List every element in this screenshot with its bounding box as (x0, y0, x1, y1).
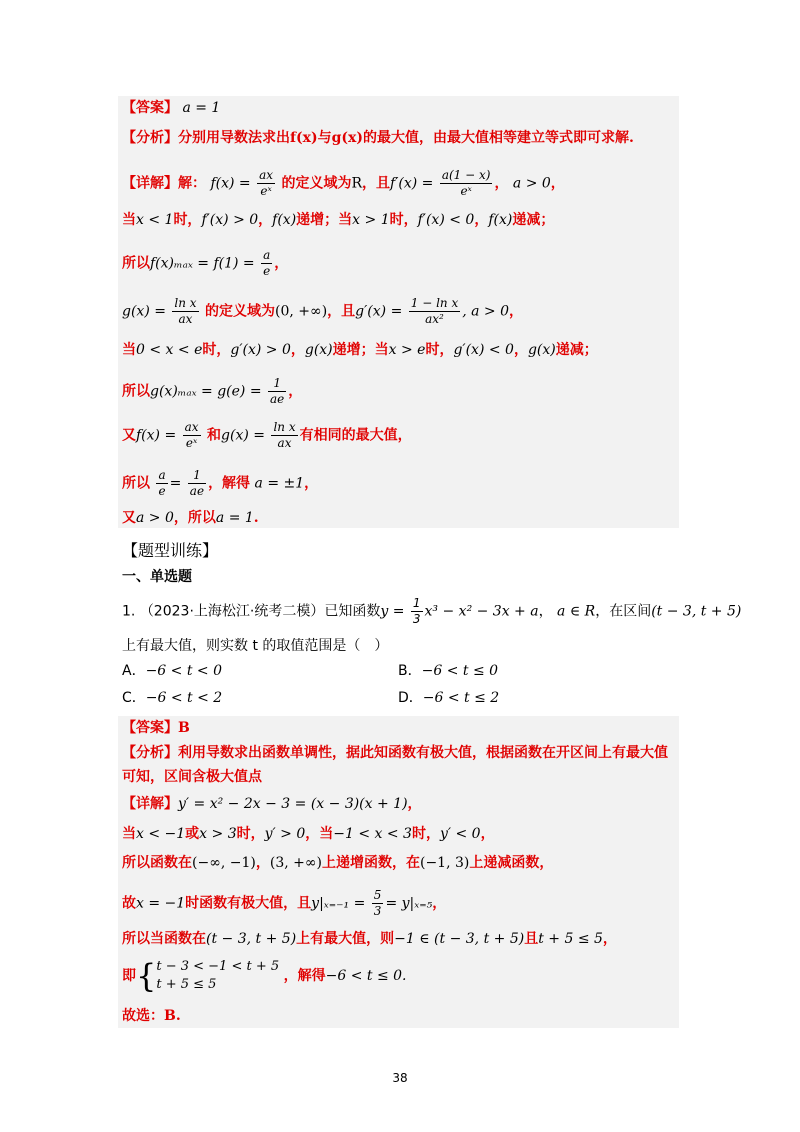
text: ，且 (327, 303, 356, 320)
detail-line-3 (122, 248, 288, 279)
math: y′ > 0 (264, 826, 306, 842)
option-label: C． (122, 690, 146, 706)
detail-label: 【详解】 (122, 796, 178, 812)
option-label: B． (398, 663, 422, 679)
frac-den: eˣ (460, 184, 472, 198)
subsection-title: 一、单选题 (122, 569, 192, 585)
fraction (440, 168, 493, 199)
text: ， (550, 175, 565, 192)
detail2-line-5 (122, 929, 617, 949)
detail-line-5 (122, 340, 598, 360)
question-text: 上有最大值，则实数 t 的取值范围是（ ） (122, 638, 389, 654)
text: ， (480, 826, 495, 842)
text: ， (290, 342, 305, 358)
frac-num: ax (184, 420, 199, 434)
math: −1 < x < 3 (333, 826, 412, 842)
text: ，且 (362, 175, 391, 192)
math: = y|ₓ₌₅ (385, 895, 433, 912)
math: (t − 3, t + 5) (206, 931, 297, 947)
math: x > e (388, 342, 426, 358)
math: y′ = x² − 2x − 3 = (x − 3)(x + 1) (178, 796, 408, 812)
text: ， (538, 603, 553, 620)
math: g(x) (527, 342, 556, 358)
detail-line-8 (122, 468, 318, 499)
text: 当 (122, 212, 136, 228)
text: 递增；当 (332, 342, 389, 358)
text: ， (494, 175, 509, 192)
answer-line-2 (122, 718, 190, 738)
equation-2: t + 5 ≤ 5 (156, 977, 217, 992)
text: 当 (122, 342, 136, 358)
fraction (268, 376, 286, 407)
math: , a > 0 (462, 303, 510, 320)
text: 又 (122, 427, 136, 444)
math: f(x)ₘₐₓ = f(1) = (150, 255, 255, 272)
text: 递减； (555, 342, 598, 358)
text: ， (432, 895, 447, 912)
frac-den: 3 (373, 904, 382, 918)
text: 且 (524, 931, 539, 947)
section-title: 【题型训练】 (122, 541, 219, 560)
analysis-line-2a (122, 743, 668, 763)
text: ， (407, 796, 422, 812)
analysis-text: 利用导数求出函数单调性，据此知函数有极大值，根据函数在开区间上有最大值 (178, 745, 668, 761)
detail2-line-6 (122, 956, 407, 996)
option-value: −6 < t ≤ 2 (422, 690, 500, 706)
text: 时， (173, 212, 202, 228)
text: 时， (236, 826, 265, 842)
math: f(x) = (136, 427, 177, 444)
detail-label: 【详解】 (122, 175, 178, 192)
option-value: −6 < t ≤ 0 (421, 663, 499, 679)
text: 和 (207, 427, 222, 444)
math: a > 0 (136, 510, 174, 526)
option-label: A． (122, 663, 146, 679)
text: ， (474, 212, 489, 228)
detail-line-1 (122, 168, 565, 199)
text: ，当 (305, 826, 334, 842)
text: 递减； (512, 212, 555, 228)
frac-num: ax (259, 168, 274, 182)
answer-value: a = 1 (182, 100, 221, 116)
math: f′(x) = (390, 175, 434, 192)
text: 上有最大值，则 (296, 931, 395, 947)
option-d[interactable] (398, 688, 499, 708)
fraction (409, 296, 460, 327)
equation-1: t − 3 < −1 < t + 5 (156, 959, 280, 974)
frac-num: 1 − ln x (410, 296, 459, 310)
text: ，解得 (208, 475, 251, 492)
analysis-label: 【分析】 (122, 130, 178, 146)
math: g(x) = (122, 303, 166, 320)
fraction (257, 168, 275, 199)
detail2-line-4 (122, 888, 446, 919)
detail-line-6 (122, 376, 302, 407)
text: . (253, 510, 259, 526)
text: 当 (122, 826, 136, 842)
frac-num: a (263, 248, 271, 262)
math: (t − 3, t + 5) (651, 603, 742, 620)
math: y = (380, 603, 405, 620)
frac-num: ln x (273, 420, 296, 434)
math: (−1, 3) (419, 855, 470, 871)
analysis-label: 【分析】 (122, 745, 178, 761)
text: ， (304, 475, 319, 492)
text: ， (509, 303, 524, 320)
text: 时， (202, 342, 231, 358)
frac-den: eˣ (185, 436, 198, 450)
text: ， (255, 855, 270, 871)
question-line-2 (122, 636, 388, 656)
math: 0 < x < e (136, 342, 203, 358)
text: ， (602, 931, 617, 947)
math: a = 1 (215, 510, 254, 526)
analysis-text: 可知，区间含极大值点 (122, 769, 262, 785)
text: 递增；当 (296, 212, 353, 228)
frac-num: a (158, 468, 166, 482)
math: g′(x) < 0 (453, 342, 514, 358)
math: −1 ∈ (t − 3, t + 5) (394, 931, 525, 947)
frac-num: ln x (174, 296, 197, 310)
text: 又 (122, 510, 136, 526)
frac-den: ax (178, 312, 193, 326)
frac-num: 5 (373, 888, 382, 902)
frac-den: e (158, 484, 166, 498)
answer-value: B (178, 720, 190, 736)
detail2-line-7 (122, 1006, 181, 1026)
frac-den: ax (277, 436, 292, 450)
math: x > 3 (199, 826, 237, 842)
math: x = −1 (136, 895, 186, 912)
math: a > 0 (512, 175, 551, 192)
math: f′(x) > 0 (201, 212, 259, 228)
text: ， (274, 255, 289, 272)
fraction (411, 596, 423, 627)
text: 故选：B. (122, 1008, 181, 1024)
detail-line-9 (122, 508, 259, 528)
math: f(x) = (210, 175, 251, 192)
math: g′(x) > 0 (230, 342, 291, 358)
math: (3, +∞) (269, 855, 322, 871)
text: 所以 (122, 383, 150, 400)
text: 故 (122, 895, 136, 912)
math: g′(x) = (355, 303, 403, 320)
frac-num: 1 (412, 596, 421, 610)
fraction (172, 296, 198, 327)
math: a ∈ R (557, 603, 596, 620)
fraction (271, 420, 297, 451)
math: x < −1 (136, 826, 186, 842)
fraction (156, 468, 167, 499)
math: = (169, 475, 182, 492)
detail2-line-3 (122, 853, 553, 873)
text: 有相同的最大值， (299, 427, 412, 444)
text: ， (513, 342, 528, 358)
math: f(x) (488, 212, 513, 228)
answer-label: 【答案】 (122, 100, 178, 116)
math: . (402, 968, 407, 984)
frac-den: ae (189, 484, 205, 498)
text: 的定义域为 (205, 303, 276, 320)
detail-line-2 (122, 210, 554, 230)
option-a[interactable] (122, 661, 222, 681)
analysis-line (122, 128, 634, 148)
detail-line-7 (122, 420, 412, 451)
math: x > 1 (352, 212, 390, 228)
text: 的定义域为 (281, 175, 352, 192)
frac-den: eˣ (260, 184, 272, 198)
text: ，在区间 (595, 603, 652, 620)
option-value: −6 < t < 2 (145, 690, 223, 706)
math: f′(x) < 0 (417, 212, 475, 228)
math: −6 < t ≤ 0 (325, 968, 403, 984)
frac-num: 1 (188, 468, 206, 484)
answer-label: 【答案】 (122, 720, 178, 736)
frac-den: ae (270, 392, 285, 406)
option-c[interactable] (122, 688, 222, 708)
frac-num: a(1 − x) (441, 168, 491, 182)
detail2-line-1 (122, 794, 422, 814)
math: x³ − x² − 3x + a (424, 603, 539, 620)
math: R (351, 175, 363, 192)
text: 时， (411, 826, 440, 842)
frac-den: ax² (425, 312, 444, 326)
math: g(x) (304, 342, 333, 358)
math: f(x) (272, 212, 297, 228)
frac-den: e (263, 264, 271, 278)
text: 所以当函数在 (122, 931, 206, 947)
text: 即 (122, 968, 136, 984)
frac-den: 3 (412, 612, 421, 626)
analysis-text: 分别用导数法求出f(x)与g(x)的最大值，由最大值相等建立等式即可求解. (178, 130, 634, 146)
text: 时函数有极大值，且 (185, 895, 312, 912)
text: 上递减函数， (469, 855, 554, 871)
option-label: D． (398, 690, 423, 706)
math: y|ₓ₌₋₁ = (311, 895, 366, 912)
text: 上递增函数，在 (321, 855, 420, 871)
question-line-1 (122, 596, 741, 627)
text: 解： (178, 175, 206, 192)
math: g(x) = (221, 427, 265, 444)
detail2-line-2 (122, 824, 495, 844)
text: 时， (389, 212, 418, 228)
text: ，所以 (173, 510, 216, 526)
analysis-line-2b (122, 767, 262, 787)
text: 所以 (122, 255, 150, 272)
fraction (183, 420, 201, 451)
math: x < 1 (136, 212, 174, 228)
math: g(x)ₘₐₓ = g(e) = (150, 383, 262, 400)
frac-num: 1 (268, 376, 286, 392)
question-source: （2023·上海松江·统考二模）已知函数 (139, 603, 381, 620)
math: (0, +∞) (275, 303, 328, 320)
fraction (188, 468, 206, 499)
text: 所以函数在 (122, 855, 192, 871)
text: 或 (185, 826, 200, 842)
equation-system (156, 958, 279, 994)
detail-line-4 (122, 296, 523, 327)
question-number: 1. (122, 603, 136, 620)
page-number: 38 (392, 1071, 408, 1085)
fraction (372, 888, 384, 919)
answer-line (122, 98, 220, 118)
text: 所以 (122, 475, 150, 492)
text: ， (288, 383, 303, 400)
math: (−∞, −1) (192, 855, 256, 871)
option-b[interactable] (398, 661, 498, 681)
option-value: −6 < t < 0 (145, 663, 223, 679)
text: 时， (425, 342, 454, 358)
math: y′ < 0 (439, 826, 481, 842)
fraction (261, 248, 272, 279)
text: ， (258, 212, 273, 228)
left-brace-icon: { (136, 957, 157, 995)
math: t + 5 ≤ 5 (538, 931, 603, 947)
math: a = ±1 (254, 475, 305, 492)
text: ，解得 (283, 968, 326, 984)
